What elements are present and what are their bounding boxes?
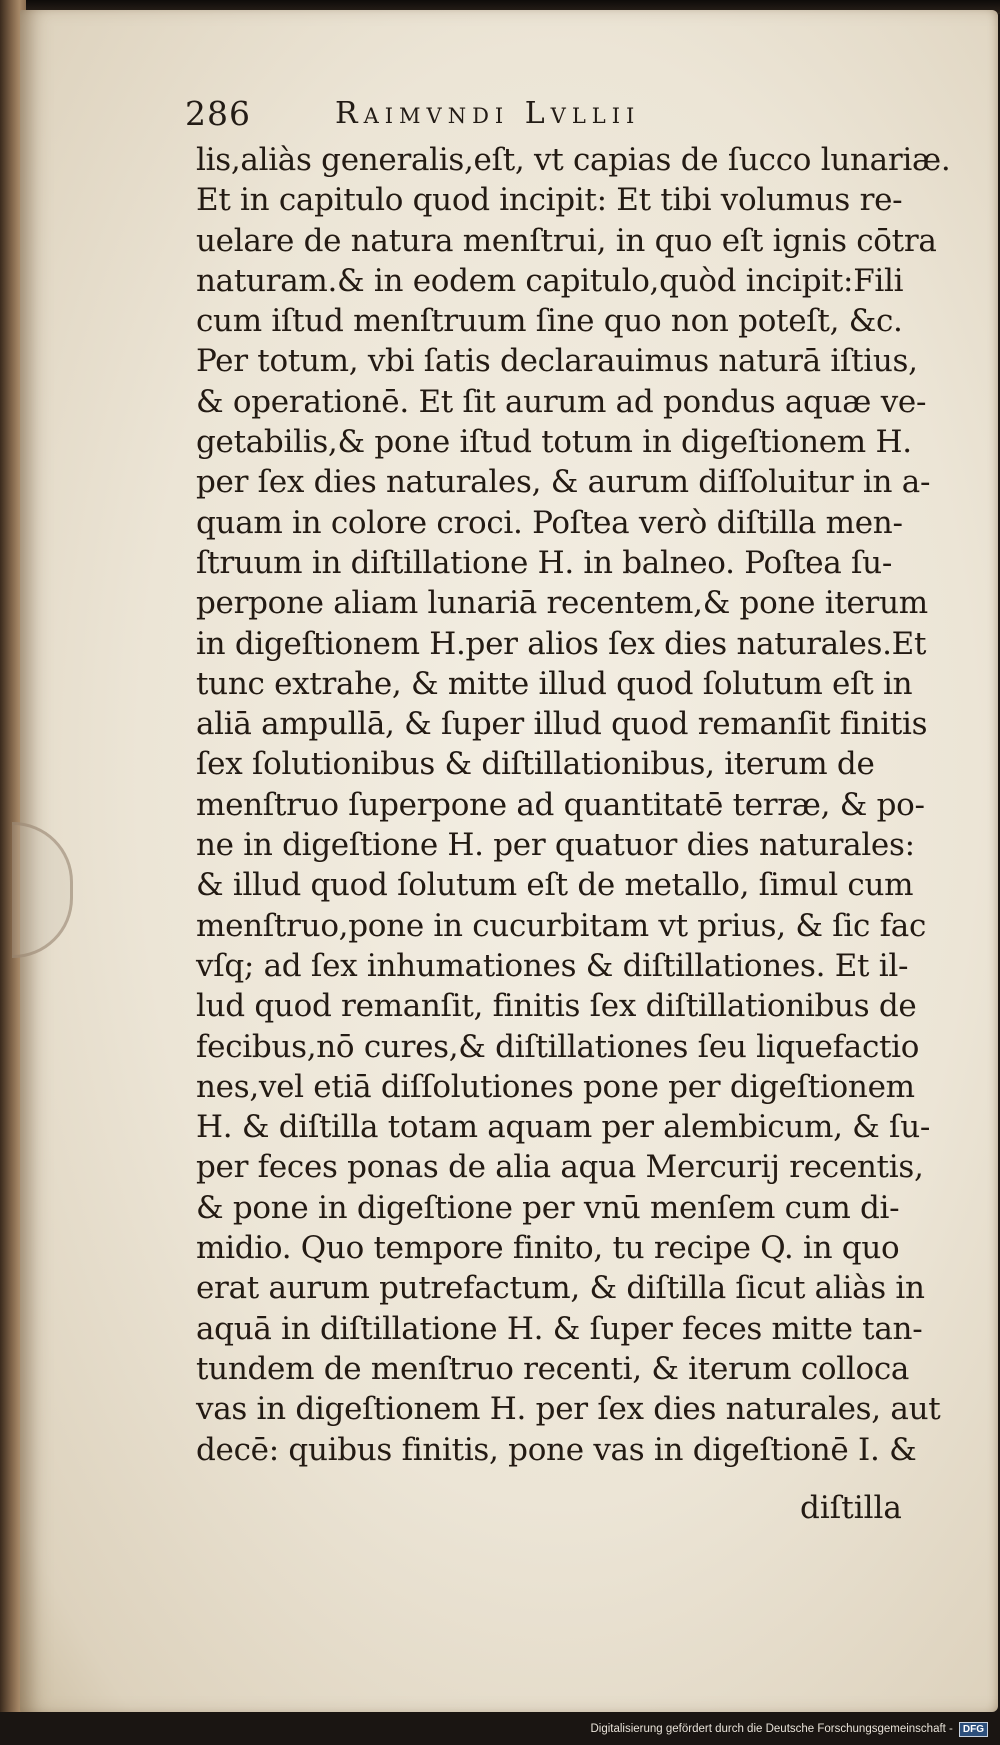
text-line: H. & diſtilla totam aquam per alembicum, & ſu- <box>196 1109 931 1146</box>
page-number: 286 <box>185 94 251 133</box>
text-line: & operationē. Et ſit aurum ad pondus aquæ ve- <box>196 383 927 420</box>
text-line: & pone in digeſtione per vnū menſem cum di- <box>196 1189 900 1226</box>
text-line: menſtruo ſuperpone ad quantitatē terræ, & po- <box>196 786 925 823</box>
text-line: fecibus,nō cures,& diſtillationes ſeu liquefactio <box>196 1028 920 1065</box>
text-line: lud quod remanſit, finitis ſex diſtillationibus de <box>196 988 917 1025</box>
text-line: midio. Quo tempore finito, tu recipe Q. in quo <box>196 1230 900 1267</box>
text-line: & illud quod ſolutum eſt de metallo, ſimul cum <box>196 867 914 904</box>
text-line: Per totum, vbi ſatis declarauimus naturā iſtius, <box>196 343 918 380</box>
text-line: getabilis,& pone iſtud totum in digeſtionem H. <box>196 424 912 461</box>
running-head: Raimvndi Lvllii <box>335 96 641 131</box>
text-line: nes,vel etiā diſſolutiones pone per digeſtionem <box>196 1068 915 1105</box>
catchword: diſtilla <box>800 1490 902 1526</box>
text-line: menſtruo,pone in cucurbitam vt prius, & ſic fac <box>196 907 927 944</box>
text-line: tundem de menſtruo recenti, & iterum colloca <box>196 1350 910 1387</box>
text-line: ſex ſolutionibus & diſtillationibus, iterum de <box>196 746 875 783</box>
text-line: ſtruum in diſtillatione H. in balneo. Poſtea ſu- <box>196 544 893 581</box>
text-line: aquā in diſtillatione H. & ſuper feces mitte tan- <box>196 1310 923 1347</box>
credit-text: Digitalisierung gefördert durch die Deutsche Forschungsgemeinschaft - <box>590 1723 953 1735</box>
text-line: vas in digeſtionem H. per ſex dies naturales, aut <box>196 1391 941 1428</box>
page-header <box>185 94 845 146</box>
text-line: per ſex dies naturales, & aurum diſſoluitur in a- <box>196 464 931 501</box>
text-line: naturam.& in eodem capitulo,quòd incipit:Fili <box>196 262 904 299</box>
text-line: decē: quibus finitis, pone vas in digeſtionē I. & <box>196 1431 917 1468</box>
text-line: uelare de natura menſtrui, in quo eſt ignis cōtra <box>196 222 937 259</box>
clasp-shadow <box>12 822 73 958</box>
body-text <box>196 140 951 1470</box>
dfg-logo: DFG <box>959 1722 988 1737</box>
text-line: vſq; ad ſex inhumationes & diſtillationes. Et il- <box>196 947 909 984</box>
digitization-credit <box>590 1715 988 1743</box>
text-line: Et in capitulo quod incipit: Et tibi volumus re- <box>196 182 903 219</box>
text-line: per feces ponas de alia aqua Mercurij recentis, <box>196 1149 924 1186</box>
text-line: erat aurum putrefactum, & diſtilla ſicut aliàs in <box>196 1270 925 1307</box>
text-line: ne in digeſtione H. per quatuor dies naturales: <box>196 827 915 864</box>
text-line: perpone aliam lunariā recentem,& pone iterum <box>196 585 928 622</box>
text-line: cum iſtud menſtruum ſine quo non poteſt, &c. <box>196 303 903 340</box>
text-line: in digeſtionem H.per alios ſex dies naturales.Et <box>196 625 927 662</box>
text-line: tunc extrahe, & mitte illud quod ſolutum eſt in <box>196 665 913 702</box>
text-line: lis,aliàs generalis,eſt, vt capias de ſucco lunariæ. <box>196 142 951 178</box>
text-line: aliā ampullā, & ſuper illud quod remanſit finitis <box>196 706 928 743</box>
text-line: quam in colore croci. Poſtea verò diſtilla men- <box>196 504 903 541</box>
